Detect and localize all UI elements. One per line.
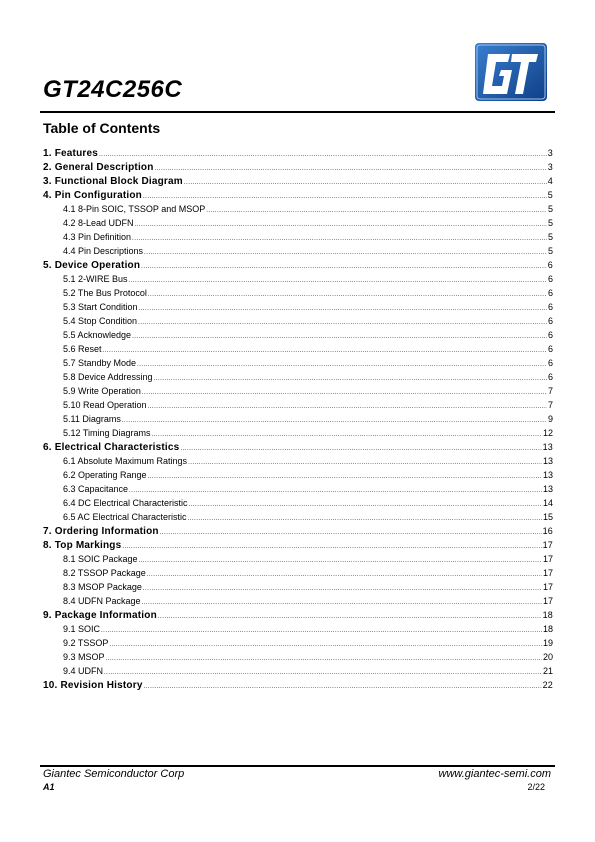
toc-entry-label: 5.7 Standby Mode: [63, 358, 137, 368]
toc-entry-label: 5.1 2-WIRE Bus: [63, 274, 128, 284]
toc-entry-label: 10. Revision History: [43, 680, 143, 691]
toc-entry[interactable]: [43, 594, 553, 608]
toc-entry[interactable]: [43, 524, 553, 538]
toc-dot-leader: [122, 540, 541, 554]
toc-entry-label: 6.5 AC Electrical Characteristic: [63, 512, 187, 522]
toc-dot-leader: [101, 624, 542, 638]
toc-entry-page: 13: [542, 470, 553, 480]
toc-entry-label: 8.1 SOIC Package: [63, 554, 138, 564]
toc-dot-leader: [103, 344, 547, 358]
toc-entry-label: 8.3 MSOP Package: [63, 582, 142, 592]
toc-entry-label: 5.10 Read Operation: [63, 400, 147, 410]
toc-dot-leader: [104, 666, 542, 680]
footer-rule: [40, 765, 555, 767]
toc-entry[interactable]: [43, 440, 553, 454]
toc-dot-leader: [142, 386, 547, 400]
toc-entry-page: 7: [547, 400, 553, 410]
giantec-logo-icon: [474, 42, 548, 102]
toc-entry-label: 5. Device Operation: [43, 260, 141, 271]
toc-entry-page: 17: [542, 568, 553, 578]
toc-dot-leader: [148, 400, 547, 414]
toc-dot-leader: [129, 484, 542, 498]
toc-dot-leader: [154, 372, 547, 386]
footer-company: Giantec Semiconductor Corp: [43, 768, 185, 780]
toc-entry-page: 17: [542, 554, 553, 564]
toc-entry-label: 5.11 Diagrams: [63, 414, 121, 424]
toc-entry-label: 6.4 DC Electrical Characteristic: [63, 498, 188, 508]
toc-dot-leader: [152, 428, 542, 442]
toc-dot-leader: [122, 414, 547, 428]
toc-entry[interactable]: [43, 398, 553, 412]
toc-entry-label: 5.3 Start Condition: [63, 302, 138, 312]
toc-entry[interactable]: [43, 454, 553, 468]
toc-entry-label: 9.4 UDFN: [63, 666, 104, 676]
toc-entry[interactable]: [43, 188, 553, 202]
toc-dot-leader: [137, 358, 547, 372]
toc-entry-page: 17: [542, 540, 553, 550]
toc-dot-leader: [188, 512, 542, 526]
toc-entry-label: 1. Features: [43, 148, 99, 159]
toc-entry[interactable]: [43, 384, 553, 398]
toc-entry-page: 19: [542, 638, 553, 648]
toc-dot-leader: [129, 274, 547, 288]
document-title: GT24C256C: [43, 76, 183, 103]
toc-dot-leader: [132, 330, 547, 344]
toc-entry[interactable]: [43, 356, 553, 370]
toc-entry-page: 6: [547, 358, 553, 368]
toc-entry-page: 22: [542, 680, 553, 690]
toc-entry-label: 8. Top Markings: [43, 540, 122, 551]
toc-entry[interactable]: [43, 300, 553, 314]
toc-entry-label: 8.4 UDFN Package: [63, 596, 141, 606]
toc-entry[interactable]: [43, 272, 553, 286]
toc-entry-page: 21: [542, 666, 553, 676]
toc-entry[interactable]: [43, 566, 553, 580]
toc-entry-page: 13: [542, 442, 553, 452]
toc-entry-page: 18: [542, 624, 553, 634]
toc-dot-leader: [148, 288, 547, 302]
toc-dot-leader: [132, 232, 547, 246]
toc-entry[interactable]: [43, 622, 553, 636]
toc-entry-label: 6.1 Absolute Maximum Ratings: [63, 456, 188, 466]
toc-dot-leader: [99, 148, 547, 162]
toc-entry-page: 6: [547, 302, 553, 312]
toc-dot-leader: [142, 596, 542, 610]
toc-entry-page: 3: [547, 162, 553, 172]
toc-dot-leader: [188, 456, 542, 470]
toc-entry-label: 5.8 Device Addressing: [63, 372, 153, 382]
toc-entry[interactable]: [43, 328, 553, 342]
toc-entry-page: 17: [542, 596, 553, 606]
toc-entry-label: 4.2 8-Lead UDFN: [63, 218, 134, 228]
toc-entry-label: 5.4 Stop Condition: [63, 316, 138, 326]
toc-dot-leader: [155, 162, 547, 176]
footer-page-number: 2/22: [527, 782, 545, 792]
toc-entry-page: 17: [542, 582, 553, 592]
toc-entry[interactable]: [43, 426, 553, 440]
toc-dot-leader: [143, 582, 542, 596]
toc-entry[interactable]: [43, 174, 553, 188]
toc-entry[interactable]: [43, 650, 553, 664]
toc-entry[interactable]: [43, 202, 553, 216]
toc-entry-label: 5.2 The Bus Protocol: [63, 288, 147, 298]
toc-entry-page: 6: [547, 344, 553, 354]
toc-entry[interactable]: [43, 370, 553, 384]
toc-entry-label: 6.3 Capacitance: [63, 484, 129, 494]
toc-entry-label: 9.3 MSOP: [63, 652, 105, 662]
toc-entry-page: 12: [542, 428, 553, 438]
toc-dot-leader: [160, 526, 542, 540]
toc-entry-page: 6: [547, 330, 553, 340]
toc-dot-leader: [148, 470, 542, 484]
toc-entry-label: 4.3 Pin Definition: [63, 232, 132, 242]
toc-entry[interactable]: [43, 482, 553, 496]
toc-entry[interactable]: [43, 286, 553, 300]
toc-entry[interactable]: [43, 468, 553, 482]
toc-entry-page: 16: [542, 526, 553, 536]
toc-entry-label: 3. Functional Block Diagram: [43, 176, 183, 187]
toc-entry-label: 5.6 Reset: [63, 344, 102, 354]
toc-entry-label: 5.12 Timing Diagrams: [63, 428, 151, 438]
toc-dot-leader: [141, 260, 547, 274]
toc-entry-page: 6: [547, 372, 553, 382]
toc-dot-leader: [144, 246, 547, 260]
toc-entry-page: 18: [542, 610, 553, 620]
toc-dot-leader: [138, 316, 547, 330]
toc-entry-page: 15: [542, 512, 553, 522]
toc-entry-page: 6: [547, 260, 553, 270]
toc-entry-label: 9.2 TSSOP: [63, 638, 109, 648]
toc-entry[interactable]: [43, 160, 553, 174]
toc-dot-leader: [189, 498, 542, 512]
toc-entry-label: 4. Pin Configuration: [43, 190, 142, 201]
toc-entry[interactable]: [43, 552, 553, 566]
toc-entry-label: 2. General Description: [43, 162, 154, 173]
toc-entry-page: 13: [542, 484, 553, 494]
toc-entry[interactable]: [43, 678, 553, 692]
toc-entry[interactable]: [43, 608, 553, 622]
toc-entry[interactable]: [43, 664, 553, 678]
toc-entry[interactable]: [43, 342, 553, 356]
toc-entry-page: 6: [547, 274, 553, 284]
toc-dot-leader: [180, 442, 541, 456]
toc-entry-label: 5.9 Write Operation: [63, 386, 141, 396]
toc-entry-page: 5: [547, 204, 553, 214]
toc-entry[interactable]: [43, 538, 553, 552]
toc-dot-leader: [106, 652, 542, 666]
toc-entry[interactable]: [43, 258, 553, 272]
table-of-contents: [43, 146, 553, 692]
toc-entry[interactable]: [43, 636, 553, 650]
toc-entry-label: 8.2 TSSOP Package: [63, 568, 146, 578]
toc-entry[interactable]: [43, 412, 553, 426]
toc-entry-label: 7. Ordering Information: [43, 526, 159, 537]
toc-entry[interactable]: [43, 230, 553, 244]
toc-entry-page: 5: [547, 190, 553, 200]
toc-entry-page: 5: [547, 232, 553, 242]
toc-entry[interactable]: [43, 496, 553, 510]
toc-entry-page: 6: [547, 288, 553, 298]
toc-entry[interactable]: [43, 216, 553, 230]
toc-entry[interactable]: [43, 244, 553, 258]
toc-entry-page: 6: [547, 316, 553, 326]
toc-entry-label: 5.5 Acknowledge: [63, 330, 132, 340]
toc-entry-page: 5: [547, 246, 553, 256]
toc-entry[interactable]: [43, 146, 553, 160]
toc-heading: Table of Contents: [43, 120, 161, 136]
toc-dot-leader: [184, 176, 547, 190]
toc-entry-label: 6.2 Operating Range: [63, 470, 147, 480]
toc-entry-page: 5: [547, 218, 553, 228]
toc-dot-leader: [139, 554, 542, 568]
toc-entry[interactable]: [43, 314, 553, 328]
toc-entry-label: 4.1 8-Pin SOIC, TSSOP and MSOP: [63, 204, 206, 214]
toc-dot-leader: [135, 218, 547, 232]
toc-dot-leader: [109, 638, 542, 652]
toc-dot-leader: [139, 302, 547, 316]
toc-entry-page: 3: [547, 148, 553, 158]
toc-entry-label: 9. Package Information: [43, 610, 157, 621]
toc-dot-leader: [144, 680, 542, 694]
toc-entry-label: 4.4 Pin Descriptions: [63, 246, 144, 256]
toc-entry-page: 4: [547, 176, 553, 186]
toc-entry-page: 14: [542, 498, 553, 508]
toc-entry-page: 7: [547, 386, 553, 396]
footer-revision: A1: [43, 782, 55, 792]
toc-dot-leader: [147, 568, 542, 582]
toc-entry-page: 13: [542, 456, 553, 466]
toc-entry-label: 9.1 SOIC: [63, 624, 101, 634]
toc-dot-leader: [206, 204, 547, 218]
toc-entry-page: 20: [542, 652, 553, 662]
toc-entry-label: 6. Electrical Characteristics: [43, 442, 180, 453]
header-rule: [40, 111, 555, 113]
toc-dot-leader: [158, 610, 542, 624]
toc-entry[interactable]: [43, 580, 553, 594]
footer-website[interactable]: www.giantec-semi.com: [438, 768, 551, 780]
toc-entry[interactable]: [43, 510, 553, 524]
toc-entry-page: 9: [547, 414, 553, 424]
